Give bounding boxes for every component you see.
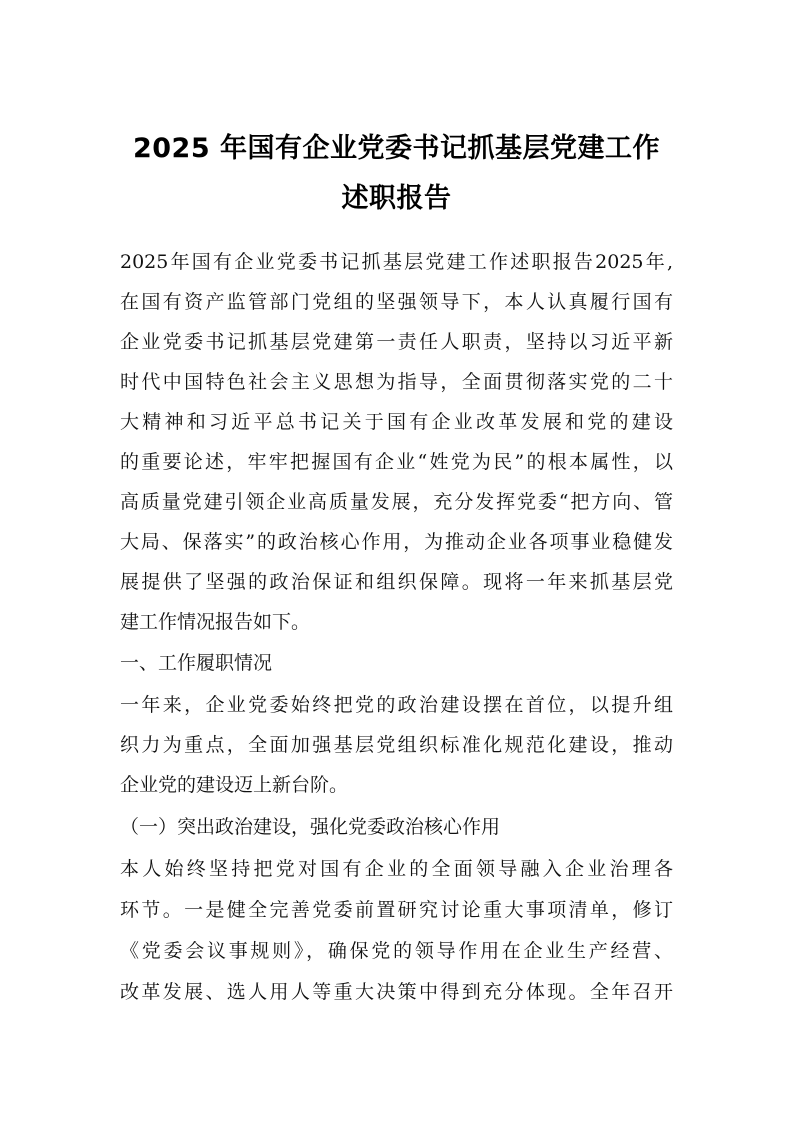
body-line-6: 的重要论述，牢牢把握国有企业“姓党为民”的根本属性，以: [120, 451, 673, 473]
body-line-13: 织力为重点，全面加强基层党组织标准化规范化建设，推动: [120, 734, 673, 756]
body-line-9: 展提供了坚强的政治保证和组织保障。现将一年来抓基层党: [120, 571, 673, 593]
section-heading-1: 一、工作履职情况: [120, 652, 273, 674]
body-line-4: 时代中国特色社会主义思想为指导，全面贯彻落实党的二十: [120, 371, 673, 393]
body-line-1: 2025年国有企业党委书记抓基层党建工作述职报告2025年,: [120, 251, 673, 273]
body-line-14: 企业党的建设迈上新台阶。: [120, 774, 349, 796]
body-line-10: 建工作情况报告如下。: [120, 611, 311, 633]
body-line-7: 高质量党建引领企业高质量发展，充分发挥党委“把方向、管: [120, 491, 673, 513]
body-line-18: 《党委会议事规则》，确保党的领导作用在企业生产经营、: [120, 940, 673, 962]
body-line-5: 大精神和习近平总书记关于国有企业改革发展和党的建设: [120, 411, 673, 433]
body-line-12: 一年来，企业党委始终把党的政治建设摆在首位，以提升组: [120, 694, 673, 716]
document-title-line-1: 2025 年国有企业党委书记抓基层党建工作: [132, 133, 661, 164]
body-line-19: 改革发展、选人用人等重大决策中得到充分体现。全年召开: [120, 981, 673, 1003]
body-line-3: 企业党委书记抓基层党建第一责任人职责，坚持以习近平新: [120, 331, 673, 353]
subsection-heading-1: （一）突出政治建设，强化党委政治核心作用: [120, 816, 501, 838]
body-line-8: 大局、保落实”的政治核心作用，为推动企业各项事业稳健发: [120, 531, 673, 553]
document-title-line-2: 述职报告: [341, 183, 452, 214]
body-line-17: 环节。一是健全完善党委前置研究讨论重大事项清单，修订: [120, 899, 673, 921]
body-line-2: 在国有资产监管部门党组的坚强领导下，本人认真履行国有: [120, 291, 673, 313]
body-line-16: 本人始终坚持把党对国有企业的全面领导融入企业治理各: [120, 858, 673, 880]
